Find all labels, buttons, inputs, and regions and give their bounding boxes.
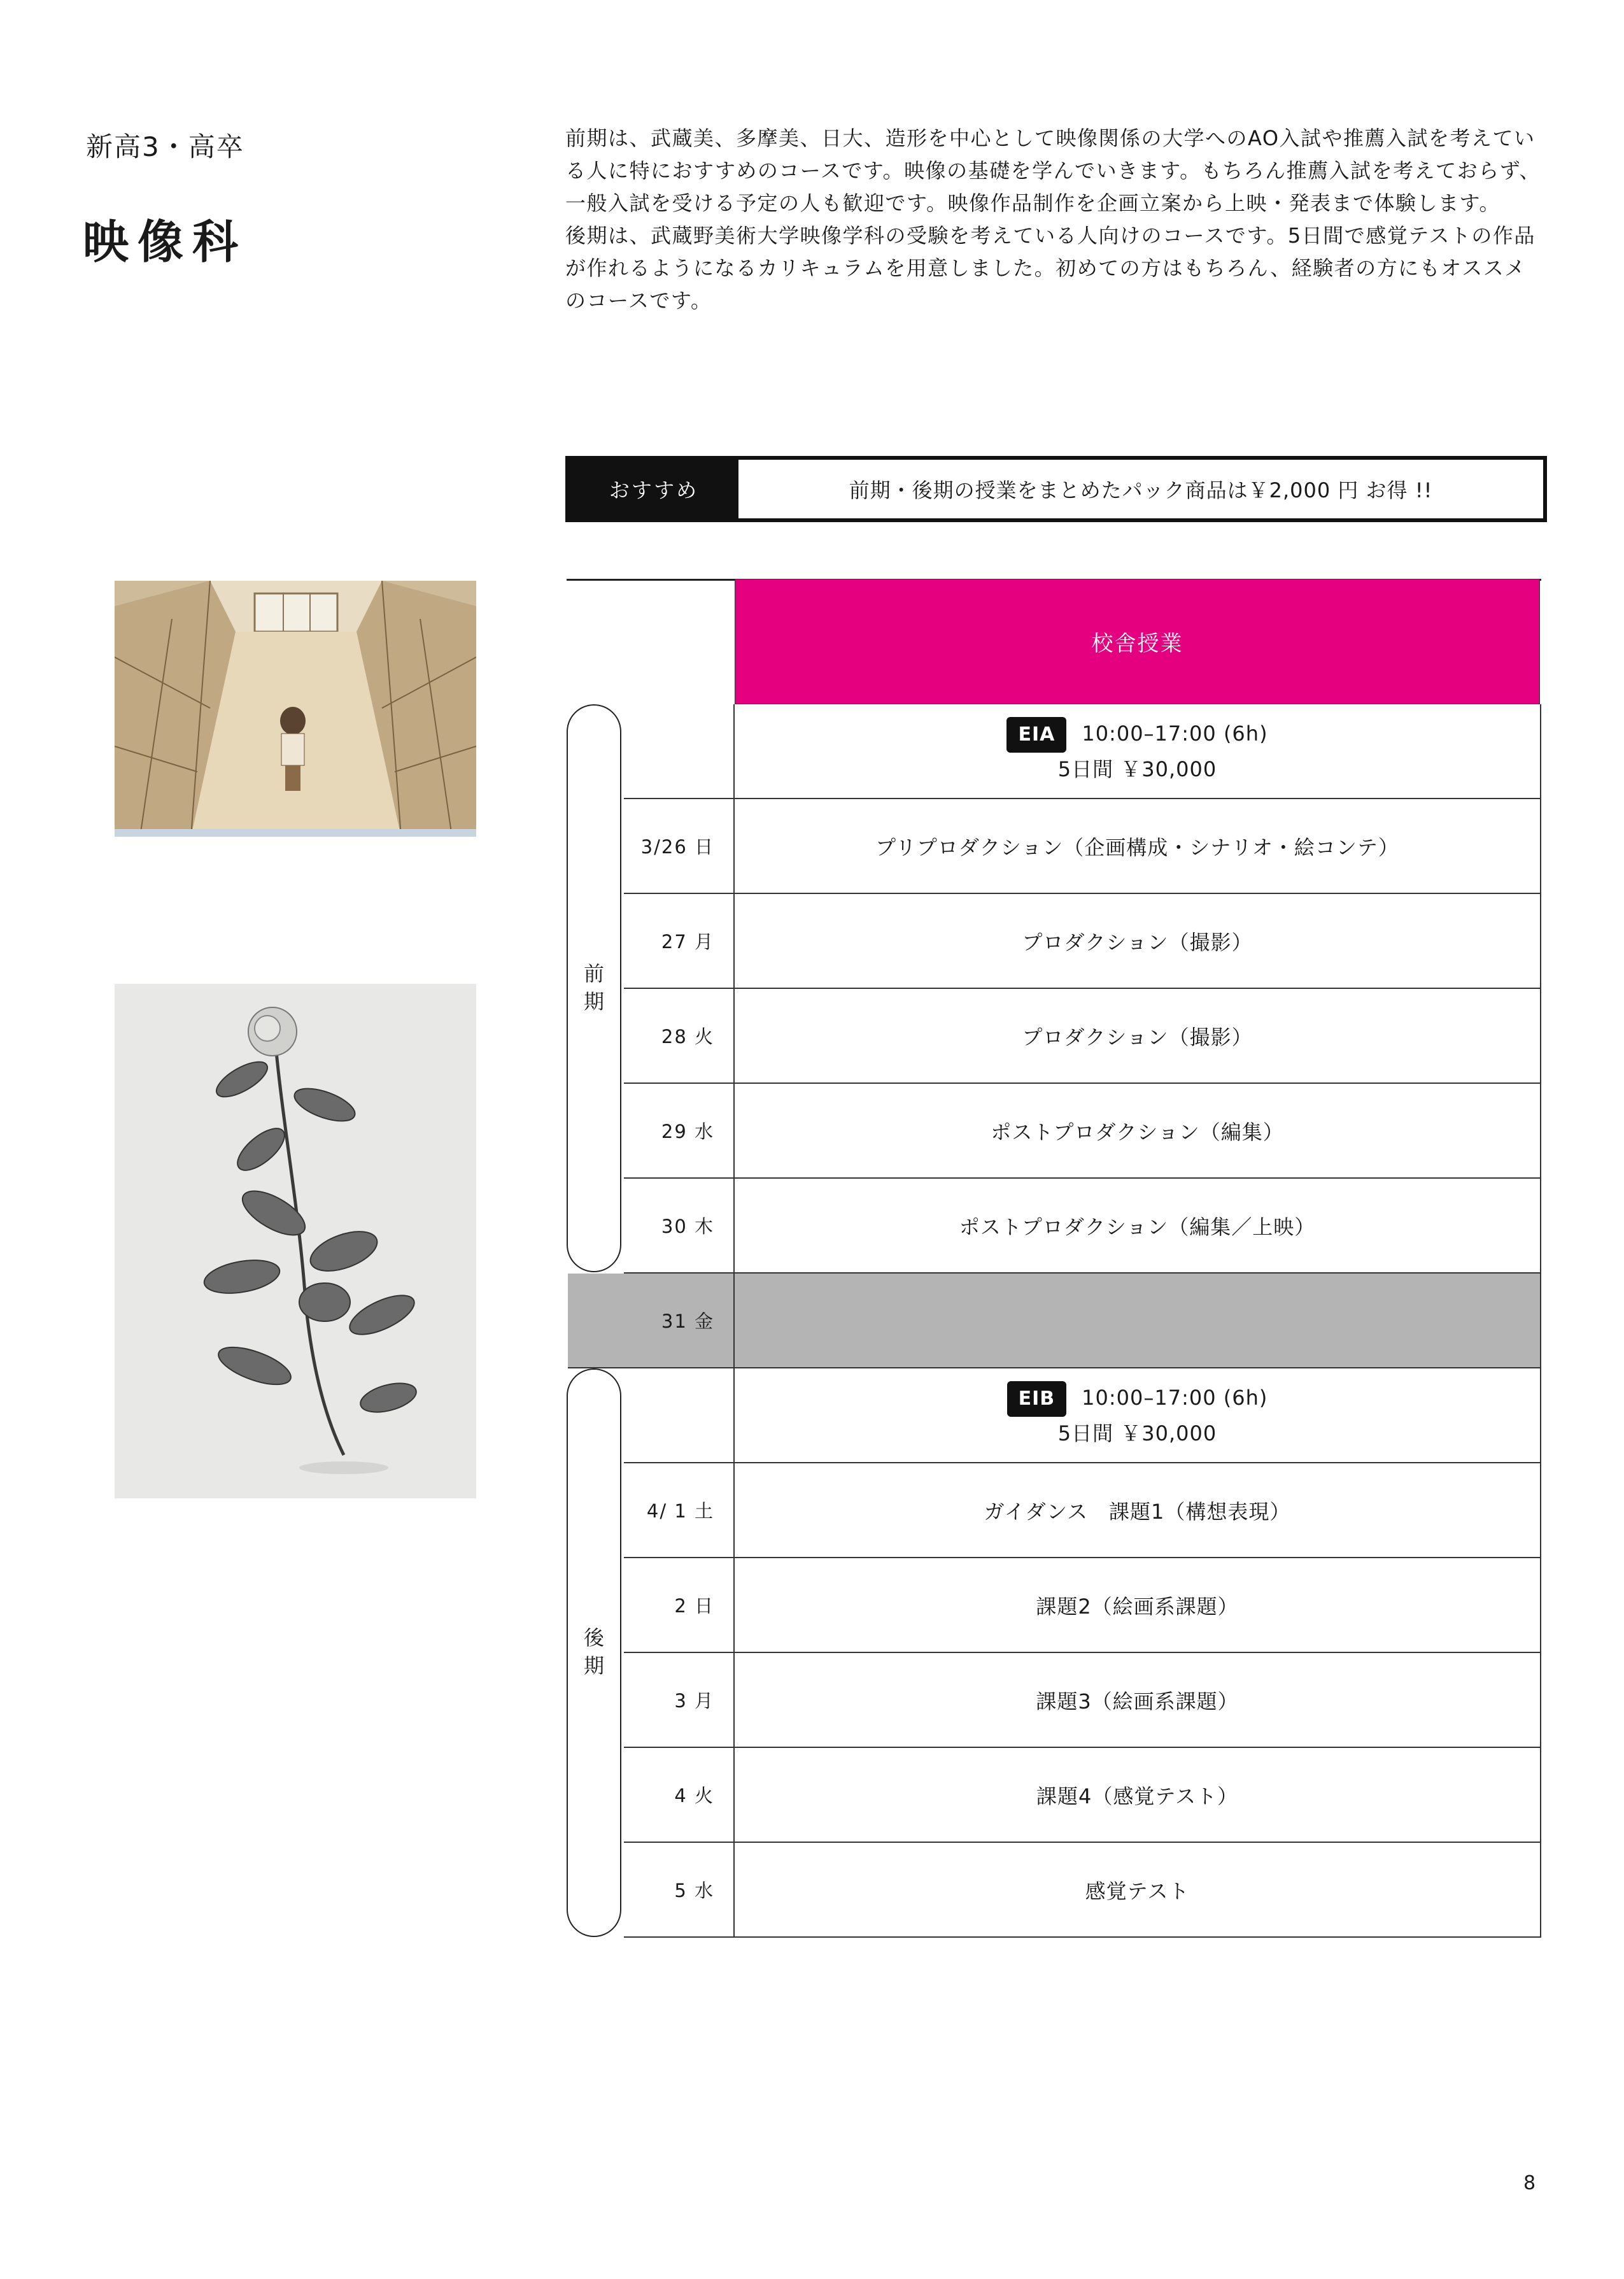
flower-drawing-image (115, 984, 476, 1498)
schedule-content: プロダクション（撮影） (735, 989, 1541, 1083)
schedule-content: 感覚テスト (735, 1843, 1541, 1936)
schedule-date: 29 水 (624, 1084, 735, 1177)
course-code-badge: EIB (1007, 1381, 1067, 1417)
course-time: 10:00–17:00 (6h) (1082, 721, 1268, 746)
schedule-row (624, 1748, 1541, 1843)
schedule-content: プリプロダクション（企画構成・シナリオ・絵コンテ） (735, 799, 1541, 893)
schedule-content: 課題4（感覚テスト） (735, 1748, 1541, 1842)
zenki-label-1: 前 (583, 962, 604, 986)
schedule-content: プロダクション（撮影） (735, 894, 1541, 988)
page-number: 8 (1523, 2172, 1536, 2194)
course-grade: 新高3・高卒 (86, 131, 244, 162)
schedule-date: 4/ 1 土 (624, 1463, 735, 1557)
schedule-date: 4 火 (624, 1748, 735, 1842)
schedule-row (624, 1463, 1541, 1558)
course-row-eib (624, 1368, 1541, 1463)
koki-label-2: 期 (583, 1654, 604, 1678)
recommend-label: おすすめ (569, 460, 738, 518)
table-header-campus-class: 校舎授業 (735, 579, 1540, 704)
recommend-banner (565, 456, 1547, 522)
koki-period-bracket (567, 1368, 621, 1937)
schedule-date: 28 火 (624, 989, 735, 1083)
intro-paragraph-zenki: 前期は、武蔵美、多摩美、日大、造形を中心として映像関係の大学へのAO入試や推薦入試を考えている人に特におすすめのコースです。映像の基礎を学んでいきます。もちろん推薦入試を考えておらず、一般入試を受ける予定の人も歓迎です。映像作品制作を企画立案から上映・発表まで体験します。 (565, 126, 1541, 215)
corridor-artwork-image (115, 581, 476, 837)
schedule-table (567, 579, 1541, 1945)
zenki-label-2: 期 (583, 990, 604, 1014)
schedule-date: 30 木 (624, 1179, 735, 1272)
schedule-row (624, 1558, 1541, 1653)
schedule-content: ポストプロダクション（編集） (735, 1084, 1541, 1177)
schedule-content: ガイダンス 課題1（構想表現） (735, 1463, 1541, 1557)
schedule-row (624, 894, 1541, 989)
koki-label-1: 後 (583, 1626, 604, 1650)
recommend-text: 前期・後期の授業をまとめたパック商品は￥2,000 円 お得 !! (849, 478, 1433, 502)
schedule-row (624, 1843, 1541, 1938)
course-price: 5日間 ￥30,000 (1057, 1421, 1217, 1445)
schedule-date: 27 月 (624, 894, 735, 988)
schedule-row (624, 799, 1541, 894)
schedule-row (624, 1084, 1541, 1179)
schedule-date: 31 金 (568, 1274, 735, 1367)
schedule-content: 課題2（絵画系課題） (735, 1558, 1541, 1652)
schedule-content: 課題3（絵画系課題） (735, 1653, 1541, 1747)
schedule-content: ポストプロダクション（編集／上映） (735, 1179, 1541, 1272)
intro-text (565, 122, 1546, 317)
course-code-badge: EIA (1006, 717, 1066, 753)
course-time: 10:00–17:00 (6h) (1082, 1385, 1268, 1410)
schedule-date: 2 日 (624, 1558, 735, 1652)
zenki-period-bracket (567, 704, 621, 1272)
schedule-row (624, 1179, 1541, 1274)
intro-paragraph-koki: 後期は、武蔵野美術大学映像学科の受験を考えている人向けのコースです。5日間で感覚テストの作品が作れるようになるカリキュラムを用意しました。初めての方はもちろん、経験者の方にもオススメのコースです。 (565, 224, 1536, 313)
course-row-eia (624, 704, 1541, 799)
page-title: 映像科 (83, 215, 248, 269)
schedule-row (624, 989, 1541, 1084)
schedule-date: 3/26 日 (624, 799, 735, 893)
schedule-row-break (568, 1274, 1541, 1368)
schedule-row (624, 1653, 1541, 1748)
course-price: 5日間 ￥30,000 (1057, 756, 1217, 781)
schedule-date: 5 水 (624, 1843, 735, 1936)
schedule-date: 3 月 (624, 1653, 735, 1747)
